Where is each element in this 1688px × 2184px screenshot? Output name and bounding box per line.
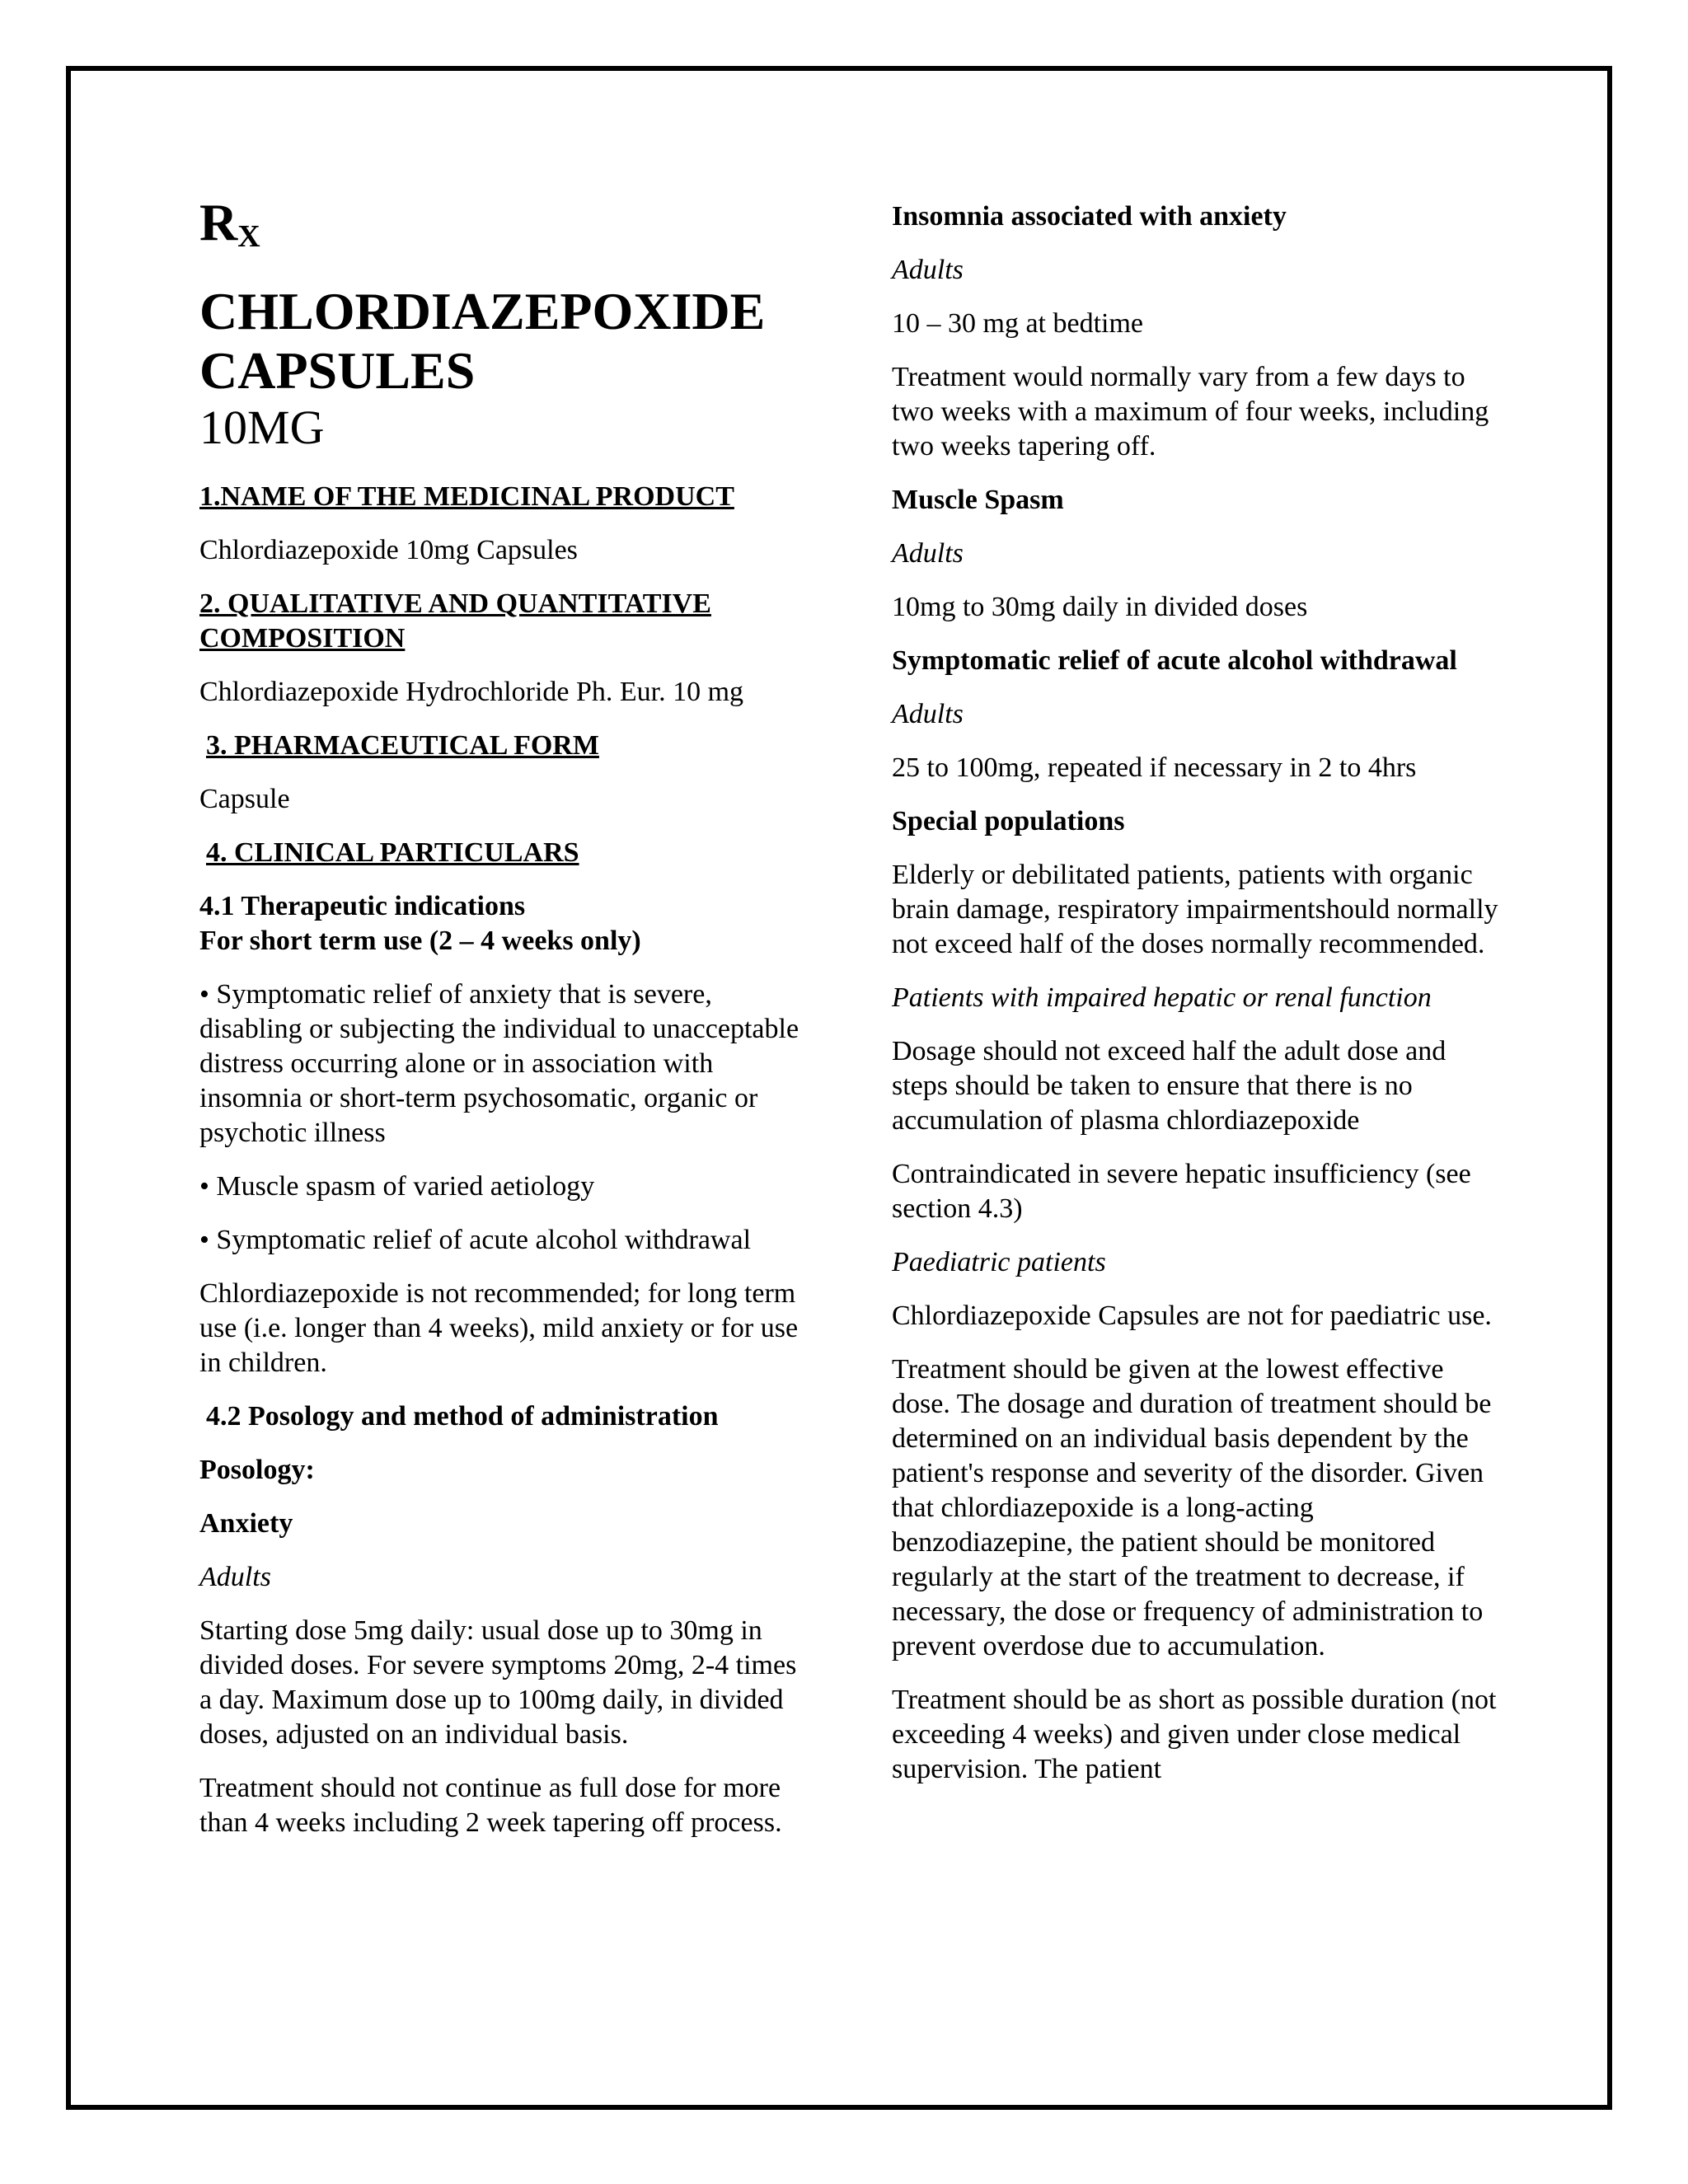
alcohol-withdrawal-dose-text: 25 to 100mg, repeated if necessary in 2 to 4hrs <box>892 752 1417 783</box>
section-1-text: Chlordiazepoxide 10mg Capsules <box>199 535 578 565</box>
section-4-heading: 4. CLINICAL PARTICULARS <box>206 837 579 868</box>
section-2-text: Chlordiazepoxide Hydrochloride Ph. Eur. 10 mg <box>199 677 744 707</box>
insomnia-heading: Insomnia associated with anxiety <box>892 201 1287 232</box>
elderly-text: Elderly or debilitated patients, patients with organic brain damage, respiratory impairmentshould normally not exceed half of the doses normally recommended. <box>892 860 1498 959</box>
posology-label: Posology: <box>199 1455 315 1485</box>
paediatric-heading: Paediatric patients <box>892 1247 1106 1277</box>
muscle-spasm-heading: Muscle Spasm <box>892 485 1064 515</box>
product-title-line1: CHLORDIAZEPOXIDE <box>199 282 766 340</box>
anxiety-heading: Anxiety <box>199 1508 293 1539</box>
product-title-line2: CAPSULES <box>199 341 476 400</box>
short-duration-text: Treatment should be as short as possible duration (not exceeding 4 weeks) and given under close medical supervision. The patient <box>892 1685 1497 1784</box>
section-4-2-heading: 4.2 Posology and method of administration <box>206 1401 719 1432</box>
section-1-heading: 1.NAME OF THE MEDICINAL PRODUCT <box>199 481 734 512</box>
indication-bullet-2: • Muscle spasm of varied aetiology <box>199 1171 595 1202</box>
right-column <box>892 199 1502 1806</box>
adults-label: Adults <box>892 699 964 729</box>
muscle-spasm-dose-text: 10mg to 30mg daily in divided doses <box>892 592 1308 622</box>
indication-bullet-1: • Symptomatic relief of anxiety that is severe, disabling or subjecting the individual to unacceptable distress occurring alone or in association with insomnia or short-term psychosomatic, organic or psychotic illness <box>199 979 799 1148</box>
contraindicated-text: Contraindicated in severe hepatic insufficiency (see section 4.3) <box>892 1159 1471 1224</box>
anxiety-duration-text: Treatment should not continue as full dose for more than 4 weeks including 2 week tapering off process. <box>199 1773 782 1838</box>
left-column <box>199 194 805 1859</box>
alcohol-withdrawal-heading: Symptomatic relief of acute alcohol withdrawal <box>892 645 1457 676</box>
insomnia-duration-text: Treatment would normally vary from a few days to two weeks with a maximum of four weeks, including two weeks tapering off. <box>892 362 1489 462</box>
insomnia-dose-text: 10 – 30 mg at bedtime <box>892 308 1144 339</box>
hepatic-renal-heading: Patients with impaired hepatic or renal function <box>892 982 1432 1013</box>
special-populations-heading: Special populations <box>892 806 1125 837</box>
adults-label: Adults <box>199 1562 271 1592</box>
section-3-text: Capsule <box>199 784 290 814</box>
rx-symbol: $R_X$ <box>199 193 260 254</box>
not-recommended-text: Chlordiazepoxide is not recommended; for long term use (i.e. longer than 4 weeks), mild anxiety or for use in children. <box>199 1278 799 1378</box>
section-4-1-heading: 4.1 Therapeutic indications For short term use (2 – 4 weeks only) <box>199 891 641 956</box>
hepatic-renal-dose-text: Dosage should not exceed half the adult dose and steps should be taken to ensure that there is no accumulation of plasma chlordiazepoxide <box>892 1036 1447 1136</box>
indication-bullet-3: • Symptomatic relief of acute alcohol withdrawal <box>199 1225 752 1255</box>
product-strength: 10MG <box>199 401 325 454</box>
section-3-heading: 3. PHARMACEUTICAL FORM <box>206 730 599 761</box>
anxiety-dose-text: Starting dose 5mg daily: usual dose up to 30mg in divided doses. For severe symptoms 20mg, 2-4 times a day. Maximum dose up to 100mg daily, in divided doses, adjusted on an individual basis. <box>199 1615 797 1750</box>
adults-label: Adults <box>892 538 964 569</box>
adults-label: Adults <box>892 255 964 285</box>
paediatric-text: Chlordiazepoxide Capsules are not for paediatric use. <box>892 1301 1492 1331</box>
section-2-heading: 2. QUALITATIVE AND QUANTITATIVE COMPOSITION <box>199 588 711 654</box>
lowest-dose-text: Treatment should be given at the lowest effective dose. The dosage and duration of treatment should be determined on an individual basis dependent by the patient's response and severity of the disorder. Given that chlordiazepoxide is a long-acting benzodiazepine, the patient should be monitored regularly at the start of the treatment to decrease, if necessary, the dose or frequency of administration to prevent overdose due to accumulation. <box>892 1354 1492 1661</box>
